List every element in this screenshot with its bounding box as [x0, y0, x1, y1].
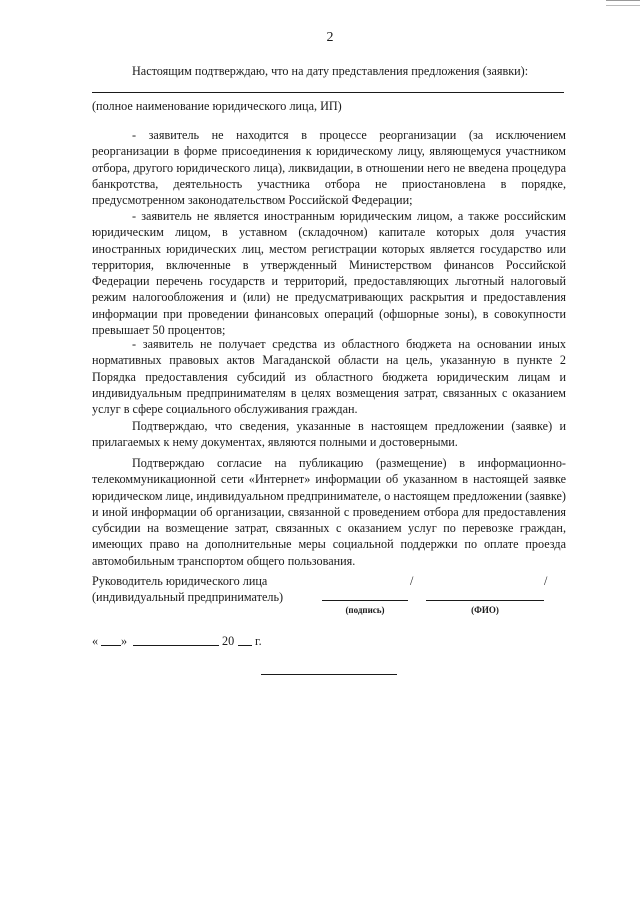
- date-year-blank: [238, 645, 252, 646]
- date-month-blank: [133, 645, 219, 646]
- confirm-documents: Подтверждаю, что сведения, указанные в настоящем предложении (заявке) и прилагаемых к нему документах, являются полными и достоверными.: [92, 419, 566, 450]
- date-year-suffix: г.: [255, 634, 262, 648]
- publication-consent: Подтверждаю согласие на публикацию (размещение) в информационно-телекоммуникационной сети «Интернет» информации об указанном в настоящей заявке юридическом лице, индивидуальном предпринимателе, о настоящем предложении (заявке) и иной информации об организации, связанной с проведением отбора для предоставления субсидии на возмещение затрат, связанных с оказанием услуг по перевозке граждан, имеющих право на дополнительные меры социальной поддержки по оплате проезда автомобильным транспортом общего пользования.: [92, 456, 566, 568]
- scan-corner-mark: [606, 0, 640, 6]
- date-open-quote: «: [92, 634, 99, 648]
- clause-no-regional-budget-funds: - заявитель не получает средства из областного бюджета на основании иных нормативных правовых актов Магаданской области на цель, указанную в пункте 2 Порядка предоставления субсидий из областного бюджета юридическим лицам и индивидуальным предпринимателям в целях возмещения затрат, связанных с оказанием услуг в сфере социального обслуживания граждан.: [92, 337, 566, 417]
- signature-separator-slash: /: [410, 574, 414, 588]
- signature-caption: (подпись): [345, 605, 385, 615]
- date-close-quote: »: [121, 634, 128, 648]
- page-number: 2: [326, 30, 334, 45]
- full-name-blank-line: [426, 600, 544, 601]
- full-name-separator-slash: /: [544, 574, 548, 588]
- date-year-prefix: 20: [222, 634, 235, 648]
- signature-blank-line: [322, 600, 408, 601]
- date-day-blank: [101, 645, 121, 646]
- full-name-caption: (ФИО): [471, 605, 499, 615]
- end-of-document-line: [261, 674, 397, 675]
- clause-no-reorganization: - заявитель не находится в процессе реорганизации (за исключением реорганизации в форме присоединения к юридическому лицу, являющемуся участником отбора, другого юридического лица), ликвидации, в отношении него не введена процедура банкротства, деятельность участника отбора не приостановлена в порядке, предусмотренном законодательством Российской Федерации;: [92, 128, 566, 208]
- clause-not-foreign-entity: - заявитель не является иностранным юридическим лицом, а также российским юридическим лицом, в уставном (складочном) капитале которых доля участия иностранных юридических лиц, местом регистрации которых является государство или территория, включенные в утвержденный Министерством финансов Российской Федерации перечень государств и территорий, предоставляющих льготный налоговый режим налогообложения и (или) не предусматривающих раскрытия и предоставления информации при проведении финансовых операций (офшорные зоны), в совокупности превышает 50 процентов;: [92, 209, 566, 338]
- entity-name-hint: (полное наименование юридического лица, ИП): [92, 99, 342, 113]
- entity-name-blank-line: [92, 92, 564, 93]
- confirm-intro: Настоящим подтверждаю, что на дату представления предложения (заявки):: [132, 64, 529, 78]
- signatory-role-line2: (индивидуальный предприниматель): [92, 590, 284, 604]
- signatory-role-line1: Руководитель юридического лица: [92, 574, 268, 588]
